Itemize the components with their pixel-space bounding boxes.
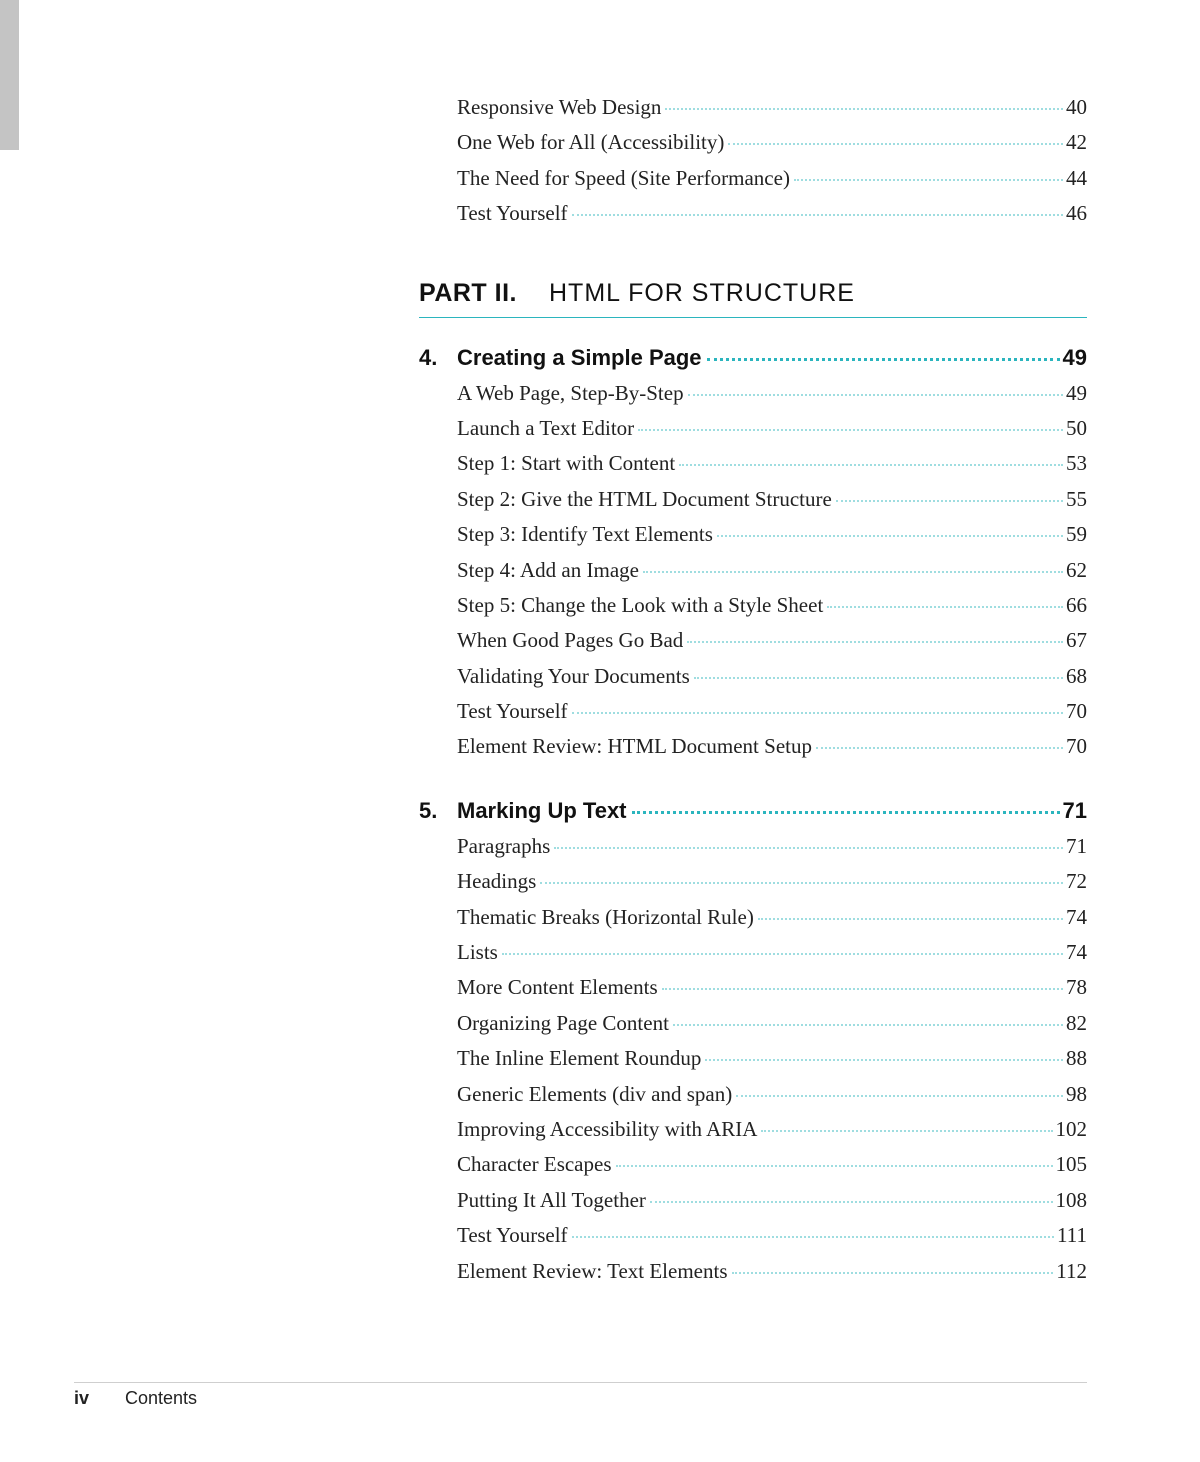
toc-entry-page: 70 <box>1066 734 1087 759</box>
toc-entry-title: The Inline Element Roundup <box>457 1046 702 1071</box>
toc-entry[interactable] <box>457 1082 1087 1117</box>
toc-entry[interactable] <box>457 416 1087 451</box>
toc-entry-page: 66 <box>1066 592 1087 617</box>
toc-entry-title: Step 1: Start with Content <box>457 451 676 476</box>
table-of-contents <box>419 95 1087 1294</box>
toc-entry-page: 74 <box>1066 940 1087 965</box>
toc-entry-page: 98 <box>1066 1081 1087 1106</box>
toc-entry-page: 70 <box>1066 699 1087 724</box>
toc-entry[interactable] <box>457 1011 1087 1046</box>
page-footer <box>74 1388 197 1409</box>
toc-entry[interactable] <box>457 1259 1087 1294</box>
toc-entry[interactable] <box>457 664 1087 699</box>
toc-entry-title: Organizing Page Content <box>457 1010 669 1035</box>
toc-entry-page: 59 <box>1066 522 1087 547</box>
page-edge-tab <box>0 0 19 150</box>
chapter-4-entries <box>419 381 1087 770</box>
toc-entry[interactable] <box>457 522 1087 557</box>
toc-entry-page: 44 <box>1066 165 1087 190</box>
toc-entry[interactable] <box>457 940 1087 975</box>
dot-leader <box>665 108 1063 110</box>
dot-leader <box>540 882 1063 884</box>
page-folio: iv <box>74 1388 90 1408</box>
toc-entry-page: 72 <box>1066 869 1087 894</box>
toc-entry-page: 74 <box>1066 904 1087 929</box>
dot-leader <box>717 535 1063 537</box>
chapter-title: Marking Up Text <box>457 797 627 823</box>
toc-entry[interactable] <box>457 628 1087 663</box>
toc-entry[interactable] <box>457 558 1087 593</box>
dot-leader <box>616 1165 1053 1167</box>
toc-entry-page: 62 <box>1066 557 1087 582</box>
toc-entry[interactable] <box>457 451 1087 486</box>
toc-entry-title: More Content Elements <box>457 975 658 1000</box>
toc-entry-title: Lists <box>457 940 498 965</box>
chapter-number: 4. <box>419 344 438 370</box>
toc-entry[interactable] <box>457 1117 1087 1152</box>
toc-entry-title: Thematic Breaks (Horizontal Rule) <box>457 904 754 929</box>
dot-leader <box>632 811 1060 814</box>
toc-entry-page: 78 <box>1066 975 1087 1000</box>
dot-leader <box>572 712 1063 714</box>
toc-entry-title: Step 3: Identify Text Elements <box>457 522 713 547</box>
toc-entry-page: 49 <box>1066 380 1087 405</box>
toc-entry[interactable] <box>457 95 1087 130</box>
toc-entry[interactable] <box>457 975 1087 1010</box>
toc-entry-title: Test Yourself <box>457 201 568 226</box>
toc-entry-title: The Need for Speed (Site Performance) <box>457 165 790 190</box>
toc-entry-title: Putting It All Together <box>457 1187 646 1212</box>
toc-entry-title: Step 2: Give the HTML Document Structure <box>457 486 832 511</box>
toc-entry-title: A Web Page, Step-By-Step <box>457 380 684 405</box>
dot-leader <box>705 1059 1063 1061</box>
toc-entry[interactable] <box>457 166 1087 201</box>
dot-leader <box>827 606 1063 608</box>
toc-entry-page: 68 <box>1066 663 1087 688</box>
toc-entry[interactable] <box>457 869 1087 904</box>
toc-entry[interactable] <box>457 1223 1087 1258</box>
toc-entry-page: 105 <box>1055 1152 1087 1177</box>
toc-entry-page: 53 <box>1066 451 1087 476</box>
toc-entry[interactable] <box>457 834 1087 869</box>
dot-leader <box>728 143 1063 145</box>
toc-entry-title: Validating Your Documents <box>457 663 690 688</box>
dot-leader <box>572 214 1063 216</box>
dot-leader <box>638 429 1063 431</box>
dot-leader <box>688 394 1063 396</box>
dot-leader <box>794 179 1063 181</box>
chapter-page: 49 <box>1062 344 1087 370</box>
footer-divider <box>74 1382 1087 1383</box>
toc-entry-title: Element Review: Text Elements <box>457 1258 728 1283</box>
toc-entry-page: 108 <box>1055 1187 1087 1212</box>
dot-leader <box>679 464 1063 466</box>
chapter-title: Creating a Simple Page <box>457 344 702 370</box>
toc-entry-title: Paragraphs <box>457 833 551 858</box>
toc-entry-page: 67 <box>1066 628 1087 653</box>
chapter-heading[interactable] <box>419 798 1087 834</box>
part-title: HTML FOR STRUCTURE <box>549 278 855 307</box>
toc-entry-title: Test Yourself <box>457 1223 568 1248</box>
toc-entry-title: When Good Pages Go Bad <box>457 628 684 653</box>
dot-leader <box>650 1201 1053 1203</box>
toc-entry-page: 40 <box>1066 95 1087 119</box>
toc-entry-page: 111 <box>1057 1223 1087 1248</box>
dot-leader <box>662 988 1063 990</box>
chapter-heading[interactable] <box>419 345 1087 381</box>
toc-entry-title: Responsive Web Design <box>457 95 662 119</box>
dot-leader <box>687 641 1063 643</box>
toc-entry-title: Step 5: Change the Look with a Style Sheet <box>457 592 824 617</box>
dot-leader <box>836 500 1063 502</box>
toc-entry-page: 46 <box>1066 201 1087 226</box>
dot-leader <box>816 747 1063 749</box>
toc-entry[interactable] <box>457 699 1087 734</box>
toc-entry[interactable] <box>457 1152 1087 1187</box>
toc-entry-title: Test Yourself <box>457 699 568 724</box>
toc-entry[interactable] <box>457 1188 1087 1223</box>
toc-entry-page: 50 <box>1066 415 1087 440</box>
part-heading <box>419 277 1087 318</box>
part-label: PART II. <box>419 278 517 307</box>
toc-entry-title: Launch a Text Editor <box>457 415 635 440</box>
toc-entry-page: 82 <box>1066 1010 1087 1035</box>
chapter-number: 5. <box>419 797 438 823</box>
toc-entry-page: 42 <box>1066 130 1087 155</box>
toc-entry-page: 71 <box>1066 833 1087 858</box>
chapter-page: 71 <box>1062 797 1087 823</box>
toc-entry-page: 112 <box>1056 1258 1087 1283</box>
toc-entry[interactable] <box>457 381 1087 416</box>
dot-leader <box>758 918 1063 920</box>
toc-entry[interactable] <box>457 905 1087 940</box>
dot-leader <box>554 847 1063 849</box>
dot-leader <box>707 358 1060 361</box>
toc-entry[interactable] <box>457 201 1087 236</box>
toc-entry[interactable] <box>457 1046 1087 1081</box>
toc-entry-title: Character Escapes <box>457 1152 612 1177</box>
toc-entry[interactable] <box>457 593 1087 628</box>
toc-entry-title: Improving Accessibility with ARIA <box>457 1116 758 1141</box>
toc-entry[interactable] <box>457 734 1087 769</box>
toc-entry-title: Generic Elements (div and span) <box>457 1081 733 1106</box>
toc-entry-title: Step 4: Add an Image <box>457 557 639 582</box>
toc-entry[interactable] <box>457 487 1087 522</box>
toc-entry-page: 55 <box>1066 486 1087 511</box>
toc-entry-title: Headings <box>457 869 537 894</box>
dot-leader <box>673 1024 1063 1026</box>
dot-leader <box>736 1095 1063 1097</box>
toc-entry[interactable] <box>457 130 1087 165</box>
toc-entry-title: One Web for All (Accessibility) <box>457 130 725 155</box>
dot-leader <box>694 677 1063 679</box>
toc-entry-title: Element Review: HTML Document Setup <box>457 734 812 759</box>
dot-leader <box>732 1272 1054 1274</box>
running-footer-title: Contents <box>125 1388 198 1408</box>
dot-leader <box>761 1130 1052 1132</box>
continued-entries <box>419 95 1087 237</box>
dot-leader <box>643 571 1063 573</box>
chapter-5-entries <box>419 834 1087 1294</box>
toc-entry-page: 102 <box>1055 1116 1087 1141</box>
dot-leader <box>502 953 1063 955</box>
dot-leader <box>572 1236 1055 1238</box>
toc-entry-page: 88 <box>1066 1046 1087 1071</box>
